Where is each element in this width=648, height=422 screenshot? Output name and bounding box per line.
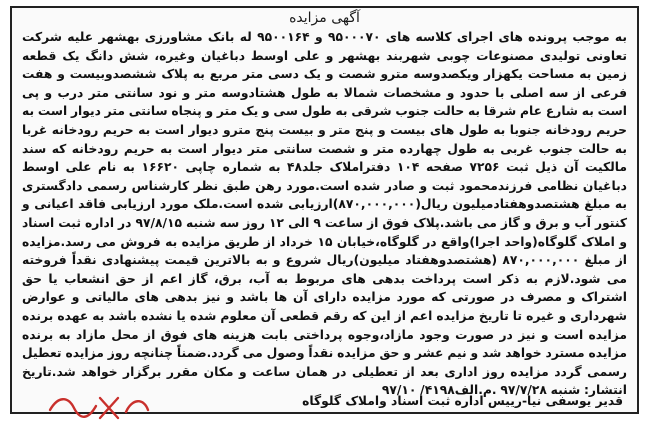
red-pen-scribble <box>40 388 160 422</box>
notice-body: به موجب پرونده های اجرای کلاسه های ۹۵۰۰۰۷۰ و ۹۵۰۰۱۶۴ له بانک مشاورزی بهشهر علیه شرکت تعاونی تولیدی مصنوعات چوبی شهربند بهشهر و علی اوسط دباغیان وغیره، شش دانگ یک قطعه زمین به مساحت یکهزار ویکصدوسه مترو شصت و یک دسی متر مربع به پلاک ششصدوبیست و هفت فرعی از سه اصلی با حدود و مشخصات شمالا به طول هشتادوسه متر و نود سانتی متر درب و پی است به شارع عام شرقا به حالت جنوب شرقی به طول سی و یک متر و پنجاه سانتی متر دیوار است به حریم رودخانه جنوبا به طول های بیست و پنج متر و بیست پنج مترو دیوار است به حریم رودخانه غربا به حالت جنوب غربی به طول چهارده متر و شصت سانتی متر دیوار است به حریم رودخانه که سند مالکیت آن ذیل ثبت ۷۲۵۶ صفحه ۱۰۴ دفتراملاک جلد۴۸ به شماره چاپی ۱۶۶۲۰ به نام علی اوسط دباغیان نظامی فرزندمحمود ثبت و صادر شده است.مورد رهن طبق نظر کارشناس رسمی دادگستری به مبلغ هشتصدوهفتادمیلیون ریال(۸۷۰,۰۰۰,۰۰۰)ارزیابی شده است.ملک مورد ارزیابی فاقد اعیانی و کنتور آب و برق و گاز می باشد.پلاک فوق از ساعت ۹ الی ۱۲ روز سه شنبه ۹۷/۸/۱۵ در اداره ثبت اسناد و املاک گلوگاه(واحد اجرا)واقع در گلوگاه،خیابان ۱۵ خرداد از طریق مزایده به فروش می رسد.مزایده از مبلغ ۸۷۰,۰۰۰,۰۰۰ (هشتصدوهفتاد میلیون)ریال شروع و به بالاترین قیمت پیشنهادی نقداً فروخته می شود.لازم به ذکر است پرداخت بدهی های مربوط به آب، برق، گاز اعم از حق انشعاب یا حق اشتراک و مصرف در صورتی که مورد مزایده دارای آن ها باشد و نیز بدهی های مالیاتی و عوارض شهرداری و غیره تا تاریخ مزایده اعم از این که رقم قطعی آن معلوم شده یا نشده باشد به عهده برنده مزایده است و نیز در صورت وجود مازاد،وجوه پرداختی بابت هزینه های فوق از محل مازاد به برنده مزایده مسترد خواهد شد و نیم عشر و حق مزایده نقداً وصول می گردد.ضمناً چنانچه روز مزایده تعطیل رسمی گردد مزایده روز اداری بعد از تعطیلی در همان ساعت و مکان مقرر برگزار خواهد شد.تاریخ انتشار: شنبه ۹۷/۷/۲۸ .م.الف۴۱۹۸/ ۹۷/۱۰ <box>22 30 627 398</box>
notice-signature: قدیر یوسفی نیا-رییس اداره ثبت اسناد واملاک گلوگاه <box>302 394 623 408</box>
notice-title: آگهی مزایده <box>289 10 360 26</box>
scribble-stroke-1 <box>50 399 96 417</box>
notice-frame <box>10 6 639 414</box>
scribble-stroke-3 <box>126 401 148 412</box>
scribble-stroke-2 <box>100 398 118 418</box>
